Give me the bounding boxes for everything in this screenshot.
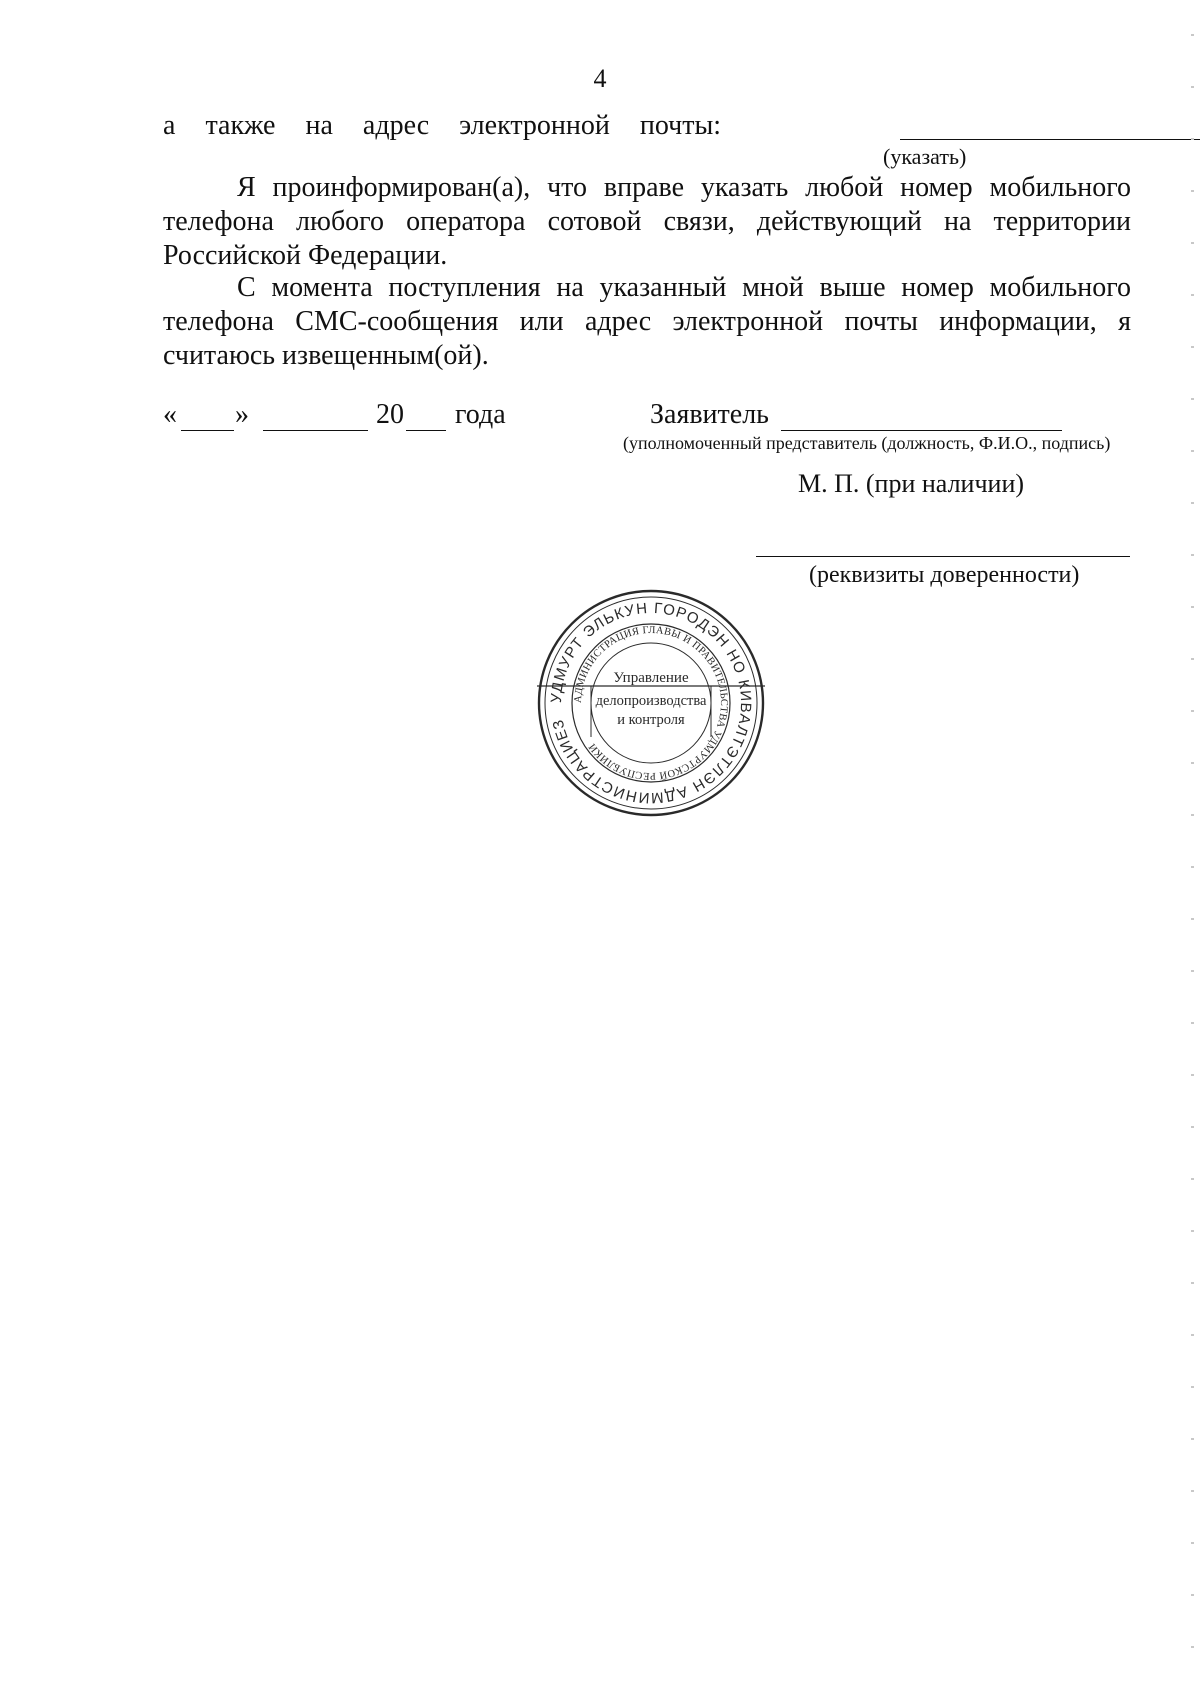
month-blank	[263, 430, 368, 431]
seal-place-note: М. П. (при наличии)	[798, 469, 1025, 498]
applicant-signature-blank	[781, 430, 1062, 431]
year-word: года	[455, 399, 506, 430]
scan-edge-artifact	[1191, 0, 1194, 1686]
date-open-quote: «	[163, 399, 177, 430]
stamp-seal-graphic	[535, 587, 767, 819]
applicant-label: Заявитель	[650, 399, 769, 430]
applicant-hint: (уполномоченный представитель (должность, Ф.И.О., подпись)	[623, 433, 1111, 453]
official-stamp	[535, 587, 767, 819]
year-blank	[406, 430, 446, 431]
email-address-line	[163, 110, 1131, 146]
email-hint: (указать)	[883, 144, 967, 169]
stamp-center-line-1: Управление	[613, 670, 689, 686]
stamp-center-line-2: делопроизводства	[595, 693, 707, 709]
email-label: а также на адрес электронной почты:	[163, 110, 722, 141]
paragraph-notification: С момента поступления на указанный мной выше номер мобильного телефона СМС-сообщения или адрес электронной почты информации, я считаюсь извещенным(ой).	[163, 272, 1131, 371]
date-close-quote: »	[235, 399, 249, 430]
email-blank-line	[900, 139, 1200, 140]
power-of-attorney-hint: (реквизиты доверенности)	[809, 562, 1080, 588]
paragraph-informed: Я проинформирован(а), что вправе указать любой номер мобильного телефона любого оператора сотовой связи, действующий на территории Российской Федерации.	[163, 172, 1131, 271]
power-of-attorney-blank	[756, 556, 1130, 557]
stamp-center-line-3: и контроля	[617, 712, 685, 728]
day-blank	[181, 430, 234, 431]
century-text: 20	[376, 399, 404, 430]
stamp-inner-text: АДМИНИСТРАЦИЯ ГЛАВЫ И ПРАВИТЕЛЬСТВА УДМУРТСКОЙ РЕСПУБЛИКИ	[572, 624, 730, 782]
page-number: 4	[593, 64, 607, 93]
stamp-outer-text: УДМУРТ ЭЛЬКУН ГОРОДЭН НО КИВАЛТЭТЛЭН АДМИНИСТРАЦИЕЗ	[547, 599, 755, 807]
